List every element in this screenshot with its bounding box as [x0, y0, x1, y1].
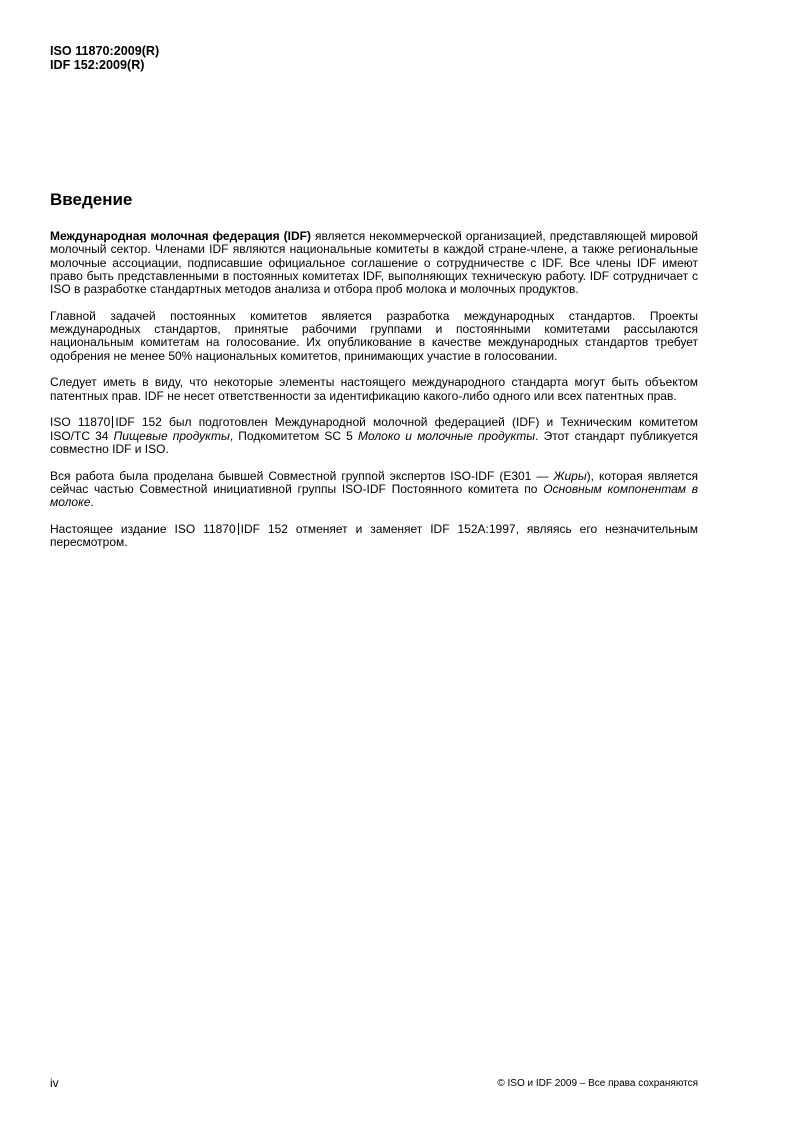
- paragraph-idf-intro: [50, 230, 698, 296]
- idf-reference: IDF 152: [240, 522, 288, 536]
- italic-term: Пищевые продукты: [113, 428, 230, 443]
- idf-name-bold: Международная молочная федерация (IDF): [50, 229, 311, 243]
- section-title: Введение: [50, 190, 133, 209]
- paragraph-text: Настоящее издание: [50, 522, 175, 536]
- paragraph-text: отменяет и заменяет IDF 152A:1997, являясь его незначительным пересмотром.: [50, 522, 699, 550]
- italic-term: Молоко и молочные продукты: [357, 428, 536, 443]
- paragraph-text: Главной задачей постоянных комитетов является разработка международных стандартов. Проекты международных стандартов, принятые рабочими группами и постоянными комитетами рассылаются национальным комитетам на голосование. Их опубликование в качестве международных стандартов требует одобрения не менее 50% национальных комитетов, принимающих участие в голосовании.: [50, 308, 698, 363]
- section-body: [50, 230, 698, 563]
- italic-term: Основным компонентам в молоке: [50, 482, 698, 510]
- italic-term: Жиры: [553, 468, 587, 483]
- header-iso-code: ISO 11870:2009(R): [50, 44, 160, 58]
- paragraph-text: Вся работа была проделана бывшей Совместной группой экспертов ISO-IDF (E301 —: [50, 468, 554, 483]
- paragraph-text: . Этот стандарт публикуется совместно IDF и ISO.: [50, 428, 699, 457]
- paragraph-text: ), которая является сейчас частью Совместной инициативной группы ISO-IDF Постоянного комитета по: [50, 468, 699, 497]
- paragraph-patents: [50, 376, 698, 403]
- iso-reference: ISO 11870: [174, 522, 236, 536]
- paragraph-committees: [50, 310, 698, 363]
- idf-reference: IDF 152: [115, 415, 162, 430]
- paragraph-work-group: [50, 470, 698, 510]
- paragraph-text: .: [90, 495, 94, 510]
- paragraph-text: является некоммерческой организацией, представляющей мировой молочный сектор. Членами IDF являются национальные комитеты в каждой стране-члене, а также региональные молочные ассоциации, подписавшие официальное соглашение о сотрудничестве с IDF. Все члены IDF имеют право быть представленными в постоянных комитетах IDF, выполняющих техническую работу. IDF сотрудничает с ISO в разработке стандартных методов анализа и отбора проб молока и молочных продуктов.: [50, 229, 698, 297]
- page-number: iv: [50, 1076, 59, 1090]
- standard-separator: [238, 523, 239, 535]
- paragraph-text: , Подкомитетом SC 5: [229, 428, 358, 443]
- paragraph-text: Следует иметь в виду, что некоторые элементы настоящего международного стандарта могут быть объектом патентных прав. IDF не несет ответственности за идентификацию какого-либо одного или всех патентных прав.: [50, 375, 698, 403]
- paragraph-edition: [50, 523, 698, 550]
- iso-reference: ISO 11870: [50, 415, 111, 430]
- header-idf-code: IDF 152:2009(R): [50, 58, 145, 72]
- paragraph-text: был подготовлен Международной молочной федерацией (IDF) и Техническим комитетом ISO/TC 34: [50, 415, 699, 443]
- document-header: [50, 44, 159, 72]
- paragraph-preparation: [50, 416, 698, 456]
- standard-separator: [112, 416, 113, 428]
- copyright-notice: © ISO и IDF 2009 – Все права сохраняются: [497, 1078, 698, 1089]
